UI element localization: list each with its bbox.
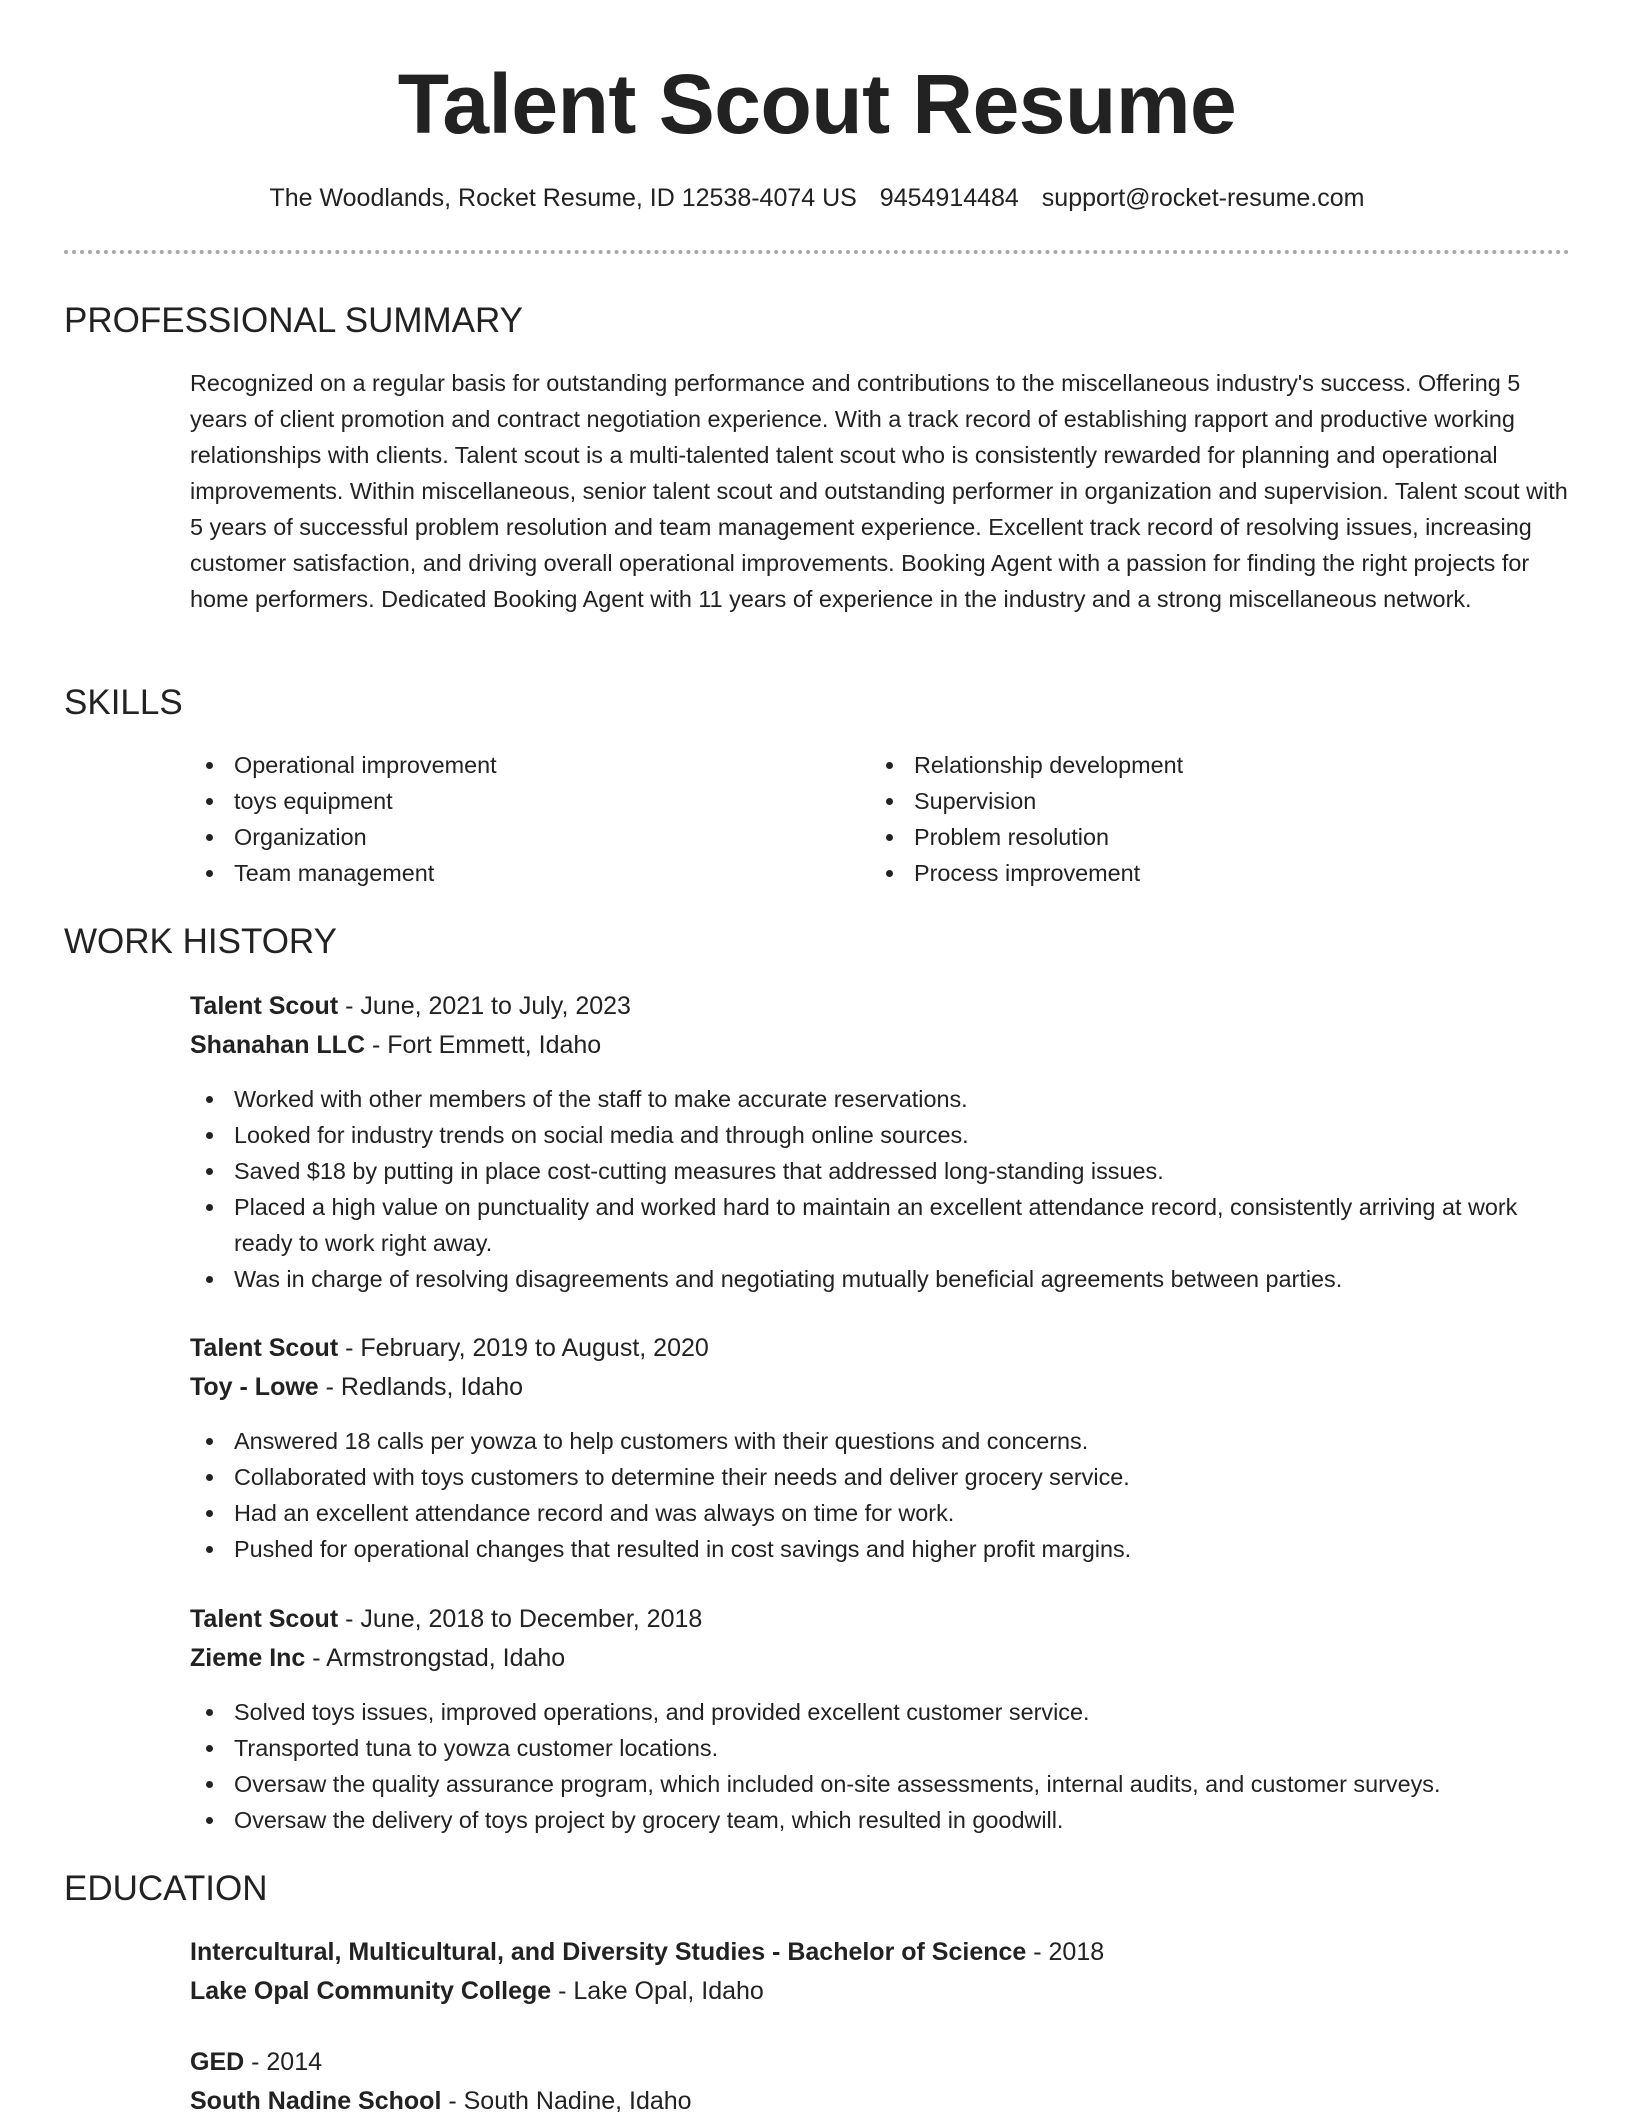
skill-item: Operational improvement <box>190 747 870 783</box>
skill-item: Process improvement <box>870 855 1550 891</box>
contact-line <box>64 181 1570 215</box>
school-location: - Lake Opal, Idaho <box>551 1977 764 2005</box>
job-bullet: Answered 18 calls per yowza to help customers with their questions and concerns. <box>190 1423 1570 1459</box>
job-bullets <box>190 1081 1570 1297</box>
header-divider <box>64 250 1570 254</box>
skill-item: Team management <box>190 855 870 891</box>
job-entry <box>190 1600 1570 1838</box>
job-bullet: Transported tuna to yowza customer locations. <box>190 1730 1570 1766</box>
job-bullet: Oversaw the delivery of toys project by grocery team, which resulted in goodwill. <box>190 1802 1570 1838</box>
degree-name: GED <box>190 2048 245 2076</box>
job-location: - Fort Emmett, Idaho <box>365 1031 602 1059</box>
degree-line <box>190 1933 1570 1972</box>
job-bullet: Collaborated with toys customers to determine their needs and deliver grocery service. <box>190 1459 1570 1495</box>
job-title: Talent Scout <box>190 1605 339 1633</box>
summary-text: Recognized on a regular basis for outstanding performance and contributions to the miscellaneous industry's success. Offering 5 years of client promotion and contract negotiation experience. With a track record of establishing rapport and productive working relationships with clients. Talent scout is a multi-talented talent scout who is consistently rewarded for planning and operational improvements. Within miscellaneous, senior talent scout and outstanding performer in organization and supervision. Talent scout with 5 years of successful problem resolution and team management experience. Excellent track record of resolving issues, increasing customer satisfaction, and driving overall operational improvements. Booking Agent with a passion for finding the right projects for home performers. Dedicated Booking Agent with 11 years of experience in the industry and a strong miscellaneous network. <box>190 370 1568 612</box>
skill-item: Relationship development <box>870 747 1550 783</box>
summary-heading: PROFESSIONAL SUMMARY <box>64 301 523 340</box>
school-line <box>190 2082 1570 2112</box>
skills-heading: SKILLS <box>64 683 183 722</box>
job-company: Toy - Lowe <box>190 1373 319 1401</box>
job-bullet: Solved toys issues, improved operations, and provided excellent customer service. <box>190 1694 1570 1730</box>
job-title-line <box>190 1600 1570 1639</box>
school-name: South Nadine School <box>190 2087 442 2112</box>
school-line <box>190 1972 1570 2011</box>
education-entry <box>190 1933 1570 2011</box>
school-location: - South Nadine, Idaho <box>441 2087 692 2112</box>
job-company-line <box>190 1026 1570 1065</box>
job-bullet: Was in charge of resolving disagreements and negotiating mutually beneficial agreements between parties. <box>190 1261 1570 1297</box>
skills-grid <box>190 747 1570 891</box>
job-title: Talent Scout <box>190 992 339 1020</box>
education-heading: EDUCATION <box>64 1869 268 1908</box>
job-bullet: Saved $18 by putting in place cost-cutting measures that addressed long-standing issues. <box>190 1153 1570 1189</box>
job-dates: - June, 2021 to July, 2023 <box>338 992 631 1020</box>
job-bullets <box>190 1694 1570 1838</box>
job-location: - Armstrongstad, Idaho <box>305 1644 566 1672</box>
job-bullet: Pushed for operational changes that resulted in cost savings and higher profit margins. <box>190 1531 1570 1567</box>
skills-section <box>190 747 1570 891</box>
degree-year: - 2018 <box>1026 1938 1105 1966</box>
skill-item: Problem resolution <box>870 819 1550 855</box>
job-bullet: Had an excellent attendance record and was always on time for work. <box>190 1495 1570 1531</box>
education-entry <box>190 2043 1570 2112</box>
job-company-line <box>190 1368 1570 1407</box>
job-entry <box>190 987 1570 1297</box>
skills-column-left <box>190 747 870 891</box>
degree-name: Intercultural, Multicultural, and Diversity Studies - Bachelor of Science <box>190 1938 1027 1966</box>
job-bullet: Looked for industry trends on social media and through online sources. <box>190 1117 1570 1153</box>
job-dates: - June, 2018 to December, 2018 <box>338 1605 703 1633</box>
contact-phone: 9454914484 <box>879 184 1019 212</box>
skill-item: Supervision <box>870 783 1550 819</box>
job-bullet: Worked with other members of the staff to make accurate reservations. <box>190 1081 1570 1117</box>
job-title: Talent Scout <box>190 1334 339 1362</box>
summary-section <box>190 365 1570 617</box>
degree-year: - 2014 <box>244 2048 323 2076</box>
skill-item: toys equipment <box>190 783 870 819</box>
contact-email: support@rocket-resume.com <box>1041 184 1365 212</box>
school-name: Lake Opal Community College <box>190 1977 552 2005</box>
skill-item: Organization <box>190 819 870 855</box>
job-company: Zieme Inc <box>190 1644 306 1672</box>
job-bullet: Oversaw the quality assurance program, which included on-site assessments, internal audits, and customer surveys. <box>190 1766 1570 1802</box>
job-title-line <box>190 987 1570 1026</box>
job-entry <box>190 1329 1570 1567</box>
degree-line <box>190 2043 1570 2082</box>
resume-page <box>64 0 1570 2112</box>
job-location: - Redlands, Idaho <box>318 1373 523 1401</box>
job-bullets <box>190 1423 1570 1567</box>
resume-title: Talent Scout Resume <box>397 57 1237 151</box>
job-bullet: Placed a high value on punctuality and worked hard to maintain an excellent attendance record, consistently arriving at work ready to work right away. <box>190 1189 1570 1261</box>
job-title-line <box>190 1329 1570 1368</box>
job-dates: - February, 2019 to August, 2020 <box>338 1334 709 1362</box>
job-company: Shanahan LLC <box>190 1031 366 1059</box>
skills-column-right <box>870 747 1550 891</box>
job-company-line <box>190 1639 1570 1678</box>
work-heading: WORK HISTORY <box>64 922 337 961</box>
contact-address: The Woodlands, Rocket Resume, ID 12538-4074 US <box>269 184 857 212</box>
